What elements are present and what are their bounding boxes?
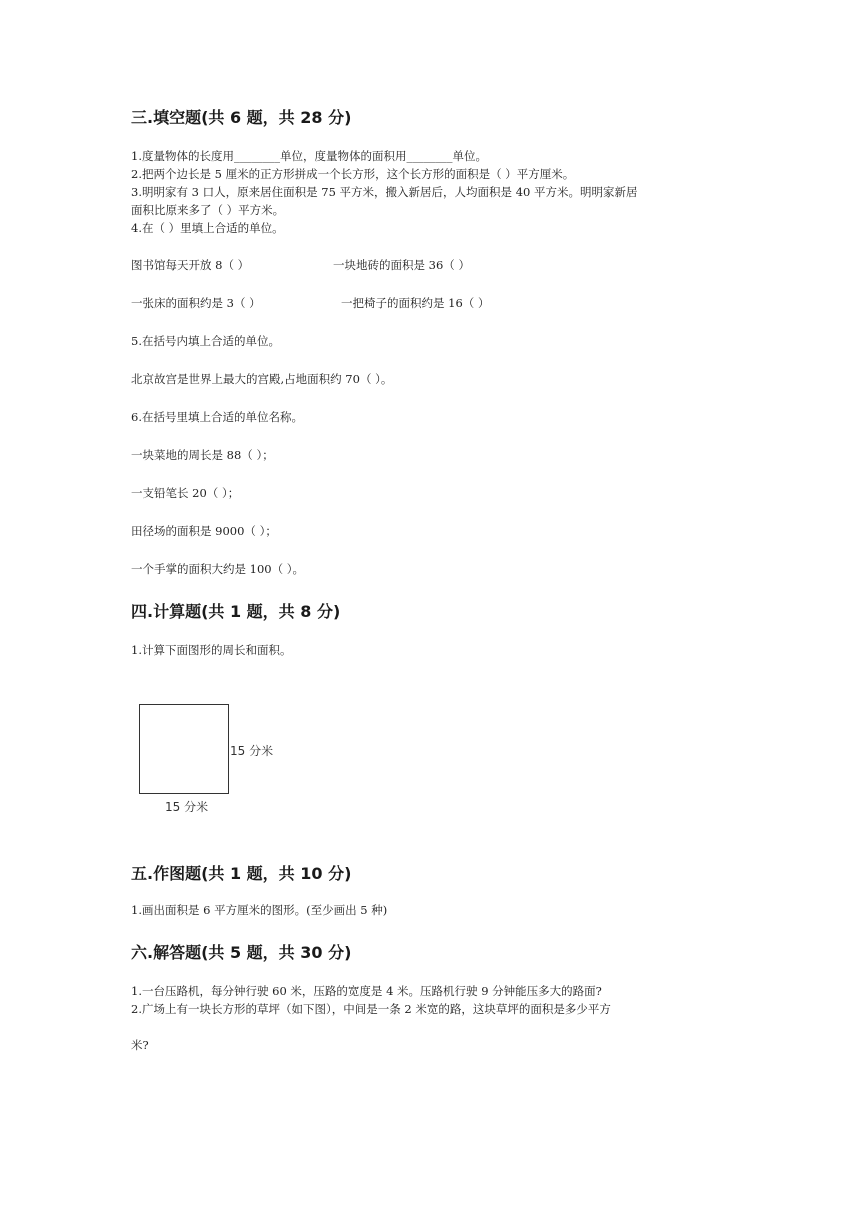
question-3-5: 5.在括号内填上合适的单位。 — [131, 334, 280, 348]
question-6-2-line2: 米? — [131, 1038, 149, 1052]
question-6-2-line1: 2.广场上有一块长方形的草坪（如下图），中间是一条 2 米宽的路，这块草坪的面积是多少平方 — [131, 1002, 611, 1016]
square-shape — [139, 704, 229, 794]
section-3-title: 三.填空题(共 6 题，共 28 分) — [131, 108, 352, 127]
question-3-6-item-a: 一块菜地的周长是 88（ ）； — [131, 448, 274, 462]
section-5-title: 五.作图题(共 1 题，共 10 分) — [131, 864, 352, 883]
question-3-4-item-d: 一把椅子的面积约是 16（ ） — [341, 296, 490, 310]
question-3-4-item-b: 一块地砖的面积是 36（ ） — [333, 258, 470, 272]
square-figure — [136, 700, 296, 820]
question-3-4-item-c: 一张床的面积约是 3（ ） — [131, 296, 261, 310]
question-3-5-item-a: 北京故宫是世界上最大的宫殿,占地面积约 70（ ）。 — [131, 372, 393, 386]
question-3-1: 1.度量物体的长度用________单位，度量物体的面积用________单位。 — [131, 149, 487, 163]
question-3-2: 2.把两个边长是 5 厘米的正方形拼成一个长方形，这个长方形的面积是（ ）平方厘米。 — [131, 167, 575, 181]
question-3-4-item-a: 图书馆每天开放 8（ ） — [131, 258, 250, 272]
bottom-side-label: 15 分米 — [165, 800, 209, 814]
section-4-title: 四.计算题(共 1 题，共 8 分) — [131, 602, 341, 621]
question-3-3-line2: 面积比原来多了（ ）平方米。 — [131, 203, 285, 217]
question-3-6-item-d: 一个手掌的面积大约是 100（ ）。 — [131, 562, 305, 576]
question-3-6: 6.在括号里填上合适的单位名称。 — [131, 410, 303, 424]
question-5-1: 1.画出面积是 6 平方厘米的图形。(至少画出 5 种) — [131, 903, 388, 917]
question-4-1: 1.计算下面图形的周长和面积。 — [131, 643, 292, 657]
question-3-6-item-b: 一支铅笔长 20（ ）； — [131, 486, 240, 500]
question-3-6-item-c: 田径场的面积是 9000（ ）； — [131, 524, 277, 538]
question-3-4: 4.在（ ）里填上合适的单位。 — [131, 221, 284, 235]
question-3-3-line1: 3.明明家有 3 口人，原来居住面积是 75 平方米，搬入新居后，人均面积是 40 平方米。明明家新居 — [131, 185, 638, 199]
section-6-title: 六.解答题(共 5 题，共 30 分) — [131, 943, 352, 962]
right-side-label: 15 分米 — [230, 744, 274, 758]
question-6-1: 1.一台压路机，每分钟行驶 60 米，压路的宽度是 4 米。压路机行驶 9 分钟能压多大的路面? — [131, 984, 602, 998]
